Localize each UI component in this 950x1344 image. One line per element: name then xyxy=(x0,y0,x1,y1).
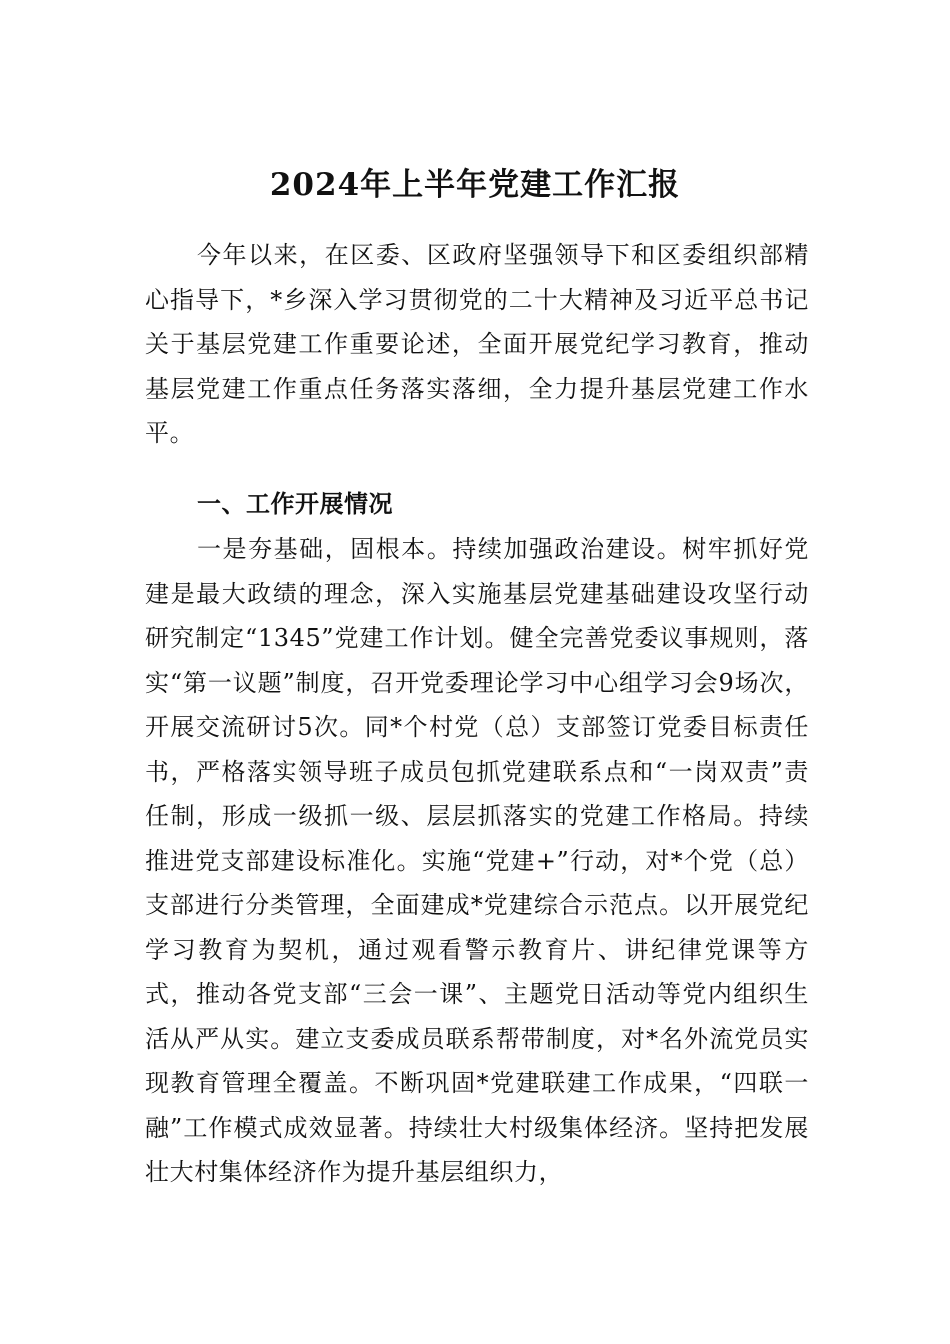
section-heading-work-progress: 一、工作开展情况 xyxy=(197,490,393,518)
section1-paragraph: 一是夯基础，固根本。持续加强政治建设。树牢抓好党建是最大政绩的理念，深入实施基层党建基础建设攻坚行动研究制定“1345”党建工作计划。健全完善党委议事规则，落实“第一议题”制度，召开党委理论学习中心组学习会9场次，开展交流研讨5次。同*个村党（总）支部签订党委目标责任书，严格落实领导班子成员包抓党建联系点和“一岗双责”责任制，形成一级抓一级、层层抓落实的党建工作格局。持续推进党支部建设标准化。实施“党建+”行动，对*个党（总）支部进行分类管理，全面建成*党建综合示范点。以开展党纪学习教育为契机，通过观看警示教育片、讲纪律党课等方式，推动各党支部“三会一课”、主题党日活动等党内组织生活从严从实。建立支委成员联系帮带制度，对*名外流党员实现教育管理全覆盖。不断巩固*党建联建工作成果，“四联一融”工作模式成效显著。持续壮大村级集体经济。坚持把发展壮大村集体经济作为提升基层组织力， xyxy=(145,535,809,1186)
intro-paragraph: 今年以来，在区委、区政府坚强领导下和区委组织部精心指导下，*乡深入学习贯彻党的二十大精神及习近平总书记关于基层党建工作重要论述，全面开展党纪学习教育，推动基层党建工作重点任务落实落细，全力提升基层党建工作水平。 xyxy=(145,241,809,447)
document-title: 2024年上半年党建工作汇报 xyxy=(269,167,681,203)
